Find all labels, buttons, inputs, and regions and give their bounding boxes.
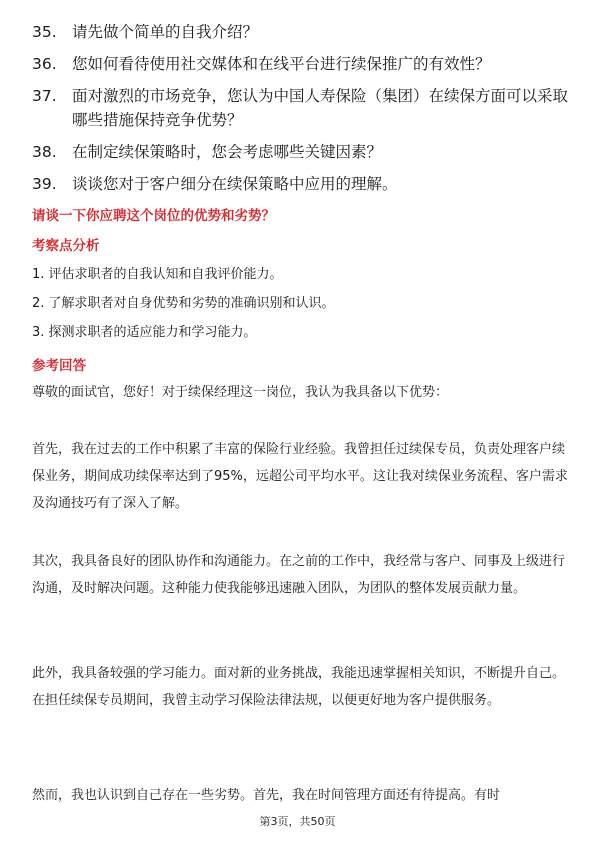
question-number: 39. bbox=[32, 175, 57, 193]
answer-paragraph: 首先，我在过去的工作中积累了丰富的保险行业经验。我曾担任过续保专员，负责处理客户续保业务，期间成功续保率达到了95%，远超公司平均水平。这让我对续保业务流程、客户需求及沟通技巧有了深入了解。 bbox=[32, 442, 568, 511]
question-item bbox=[32, 172, 572, 196]
answer-paragraph-block bbox=[32, 548, 568, 602]
question-number: 36. bbox=[32, 55, 57, 73]
answer-paragraph: 其次，我具备良好的团队协作和沟通能力。在之前的工作中，我经常与客户、同事及上级进行沟通，及时解决问题。这种能力使我能够迅速融入团队，为团队的整体发展贡献力量。 bbox=[32, 554, 566, 596]
page-number-label: 第3页，共50页 bbox=[259, 815, 336, 828]
answer-heading: 参考回答 bbox=[32, 358, 86, 374]
question-item bbox=[32, 20, 572, 44]
question-text: 您如何看待使用社交媒体和在线平台进行续保推广的有效性？ bbox=[72, 55, 491, 73]
question-item bbox=[32, 84, 572, 132]
question-text: 谈谈您对于客户细分在续保策略中应用的理解。 bbox=[72, 175, 398, 193]
question-text: 面对激烈的市场竞争，您认为中国人寿保险（集团）在续保方面可以采取哪些措施保持竞争优势？ bbox=[72, 87, 569, 129]
question-text: 在制定续保策略时，您会考虑哪些关键因素？ bbox=[72, 143, 383, 161]
question-number: 37. bbox=[32, 87, 57, 105]
answer-paragraph-block bbox=[32, 436, 568, 517]
page-footer bbox=[0, 815, 595, 829]
question-number: 38. bbox=[32, 143, 57, 161]
featured-question: 请谈一下你应聘这个岗位的优势和劣势？ bbox=[32, 208, 275, 224]
question-item bbox=[32, 52, 572, 76]
analysis-item: 3. 探测求职者的适应能力和学习能力。 bbox=[32, 325, 257, 340]
answer-greeting-block bbox=[32, 379, 568, 406]
answer-paragraph-block bbox=[32, 782, 568, 809]
answer-section bbox=[32, 356, 568, 376]
analysis-item: 2. 了解求职者对自身优势和劣势的准确识别和认识。 bbox=[32, 296, 335, 311]
analysis-section bbox=[32, 236, 568, 343]
analysis-heading: 考察点分析 bbox=[32, 238, 100, 254]
answer-paragraph: 然而，我也认识到自己存在一些劣势。首先，我在时间管理方面还有待提高。有时 bbox=[32, 788, 501, 803]
question-item bbox=[32, 140, 572, 164]
question-text: 请先做个简单的自我介绍？ bbox=[72, 23, 259, 41]
answer-greeting: 尊敬的面试官，您好！对于续保经理这一岗位，我认为我具备以下优势： bbox=[32, 385, 449, 400]
question-number: 35. bbox=[32, 23, 57, 41]
answer-paragraph-block bbox=[32, 660, 568, 714]
analysis-item: 1. 评估求职者的自我认知和自我评价能力。 bbox=[32, 267, 283, 282]
answer-paragraph: 此外，我具备较强的学习能力。面对新的业务挑战，我能迅速掌握相关知识，不断提升自己。在担任续保专员期间，我曾主动学习保险法律法规，以便更好地为客户提供服务。 bbox=[32, 666, 566, 708]
question-list bbox=[32, 20, 572, 204]
featured-question-section bbox=[32, 206, 568, 226]
